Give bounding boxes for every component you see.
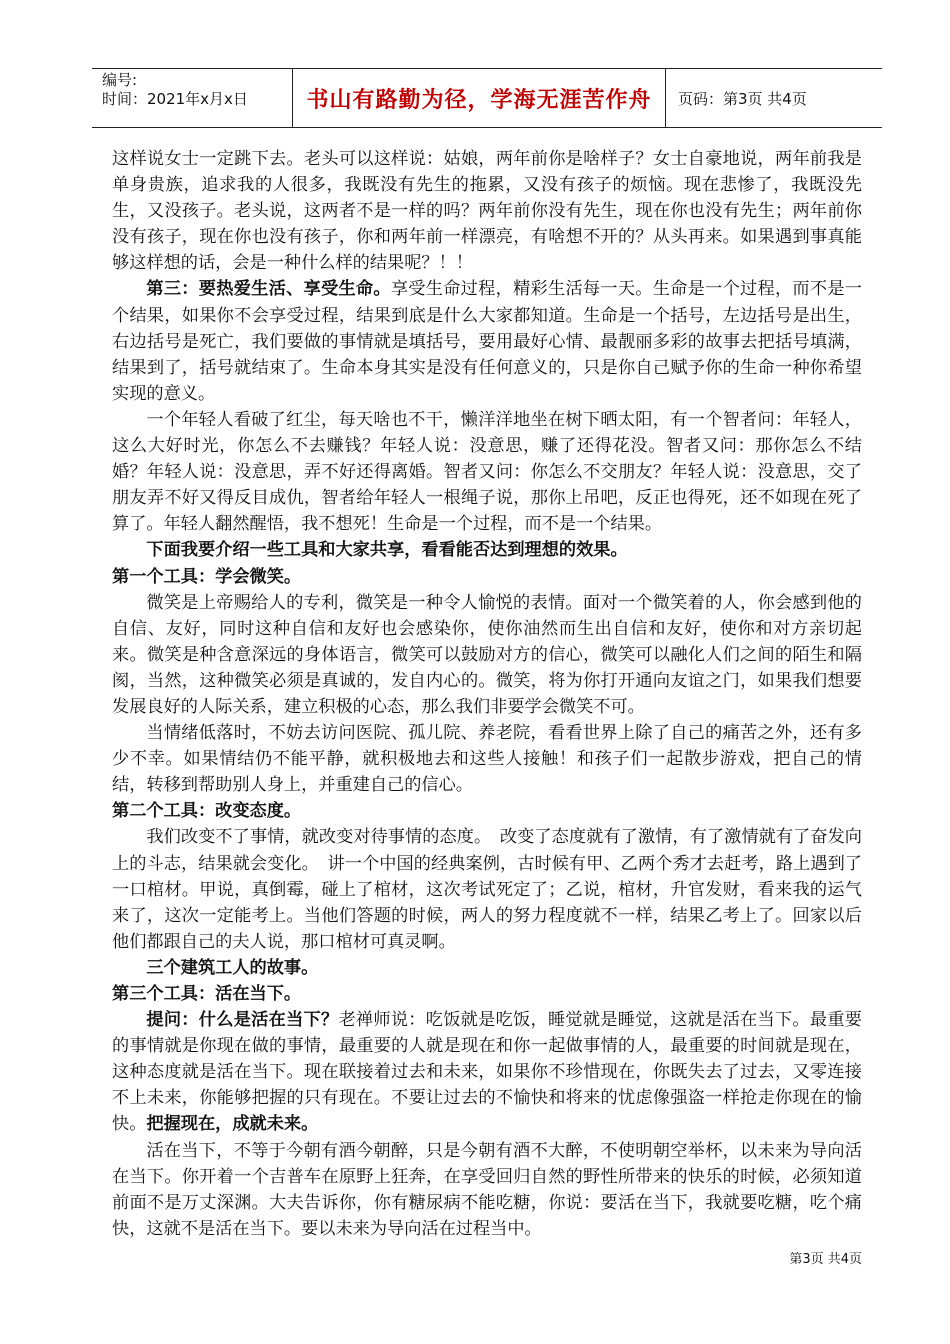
header-motto-cell (293, 69, 666, 127)
paragraph: 这样说女士一定跳下去。老头可以这样说：姑娘，两年前你是啥样子？女士自豪地说，两年前我是单身贵族，追求我的人很多，我既没有先生的拖累，又没有孩子的烦恼。现在悲惨了，我既没先生，又没孩子。老头说，这两者不是一样的吗？两年前你没有先生，现在你也没有先生；两年前你没有孩子，现在你也没有孩子，你和两年前一样漂亮，有啥想不开的？从头再来。如果遇到事真能够这样想的话，会是一种什么样的结果呢？！！ (112, 149, 862, 274)
number-label: 编号: (102, 71, 138, 89)
header-page-label: 页码：第3页 共4页 (678, 89, 807, 108)
tool-heading-2: 第二个工具：改变态度。 (112, 801, 302, 822)
paragraph (112, 1007, 862, 1137)
story-heading: 三个建筑工人的故事。 (146, 957, 319, 978)
paragraph: 当情绪低落时，不妨去访问医院、孤儿院、养老院，看看世界上除了自己的痛苦之外，还有多少不幸。如果情结仍不能平静，就积极地去和这些人接触！和孩子们一起散步游戏，把自己的情结，转移到帮助别人身上，并重建自己的信心。 (112, 723, 862, 796)
paragraph: 微笑是上帝赐给人的专利，微笑是一种令人愉悦的表情。面对一个微笑着的人，你会感到他的自信、友好，同时这种自信和友好也会感染你，使你油然而生出自信和友好，使你和对方亲切起来。微笑是种含意深远的身体语言，微笑可以鼓励对方的信心，微笑可以融化人们之间的陌生和隔阂，当然，这种微笑必须是真诚的，发自内心的。微笑，将为你打开通向友谊之门，如果我们想要发展良好的人际关系，建立积极的心态，那么我们非要学会微笑不可。 (112, 592, 862, 717)
section-title: 第三：要热爱生活、享受生命。 (146, 279, 391, 300)
paragraph-text: 享受生命过程，精彩生活每一天。生命是一个过程，而不是一个结果，如果你不会享受过程，结果到底是什么大家都知道。生命是一个括号，左边括号是出生，右边括号是死亡，我们要做的事情就是填括号，要用最好心情、最靓丽多彩的故事去把括号填满，结果到了，括号就结束了。生命本身其实是没有任何意义的，只是你自己赋予你的生命一种你希望实现的意义。 (112, 279, 862, 404)
intro-heading: 下面我要介绍一些工具和大家共享，看看能否达到理想的效果。 (146, 540, 628, 561)
paragraph: 我们改变不了事情，就改变对待事情的态度。 改变了态度就有了激情，有了激情就有了奋发向上的斗志，结果就会变化。 讲一个中国的经典案例，古时候有甲、乙两个秀才去赶考，路上遇到了一口棺材。甲说，真倒霉，碰上了棺材，这次考试死定了；乙说，棺材，升官发财，看来我的运气来了，这次一定能考上。当他们答题的时候，两人的努力程度就不一样，结果乙考上了。回家以后他们都跟自己的夫人说，那口棺材可真灵啊。 (112, 827, 862, 952)
question-label: 提问：什么是活在当下？ (146, 1010, 339, 1031)
time-label: 时间：2021年x月x日 (102, 90, 248, 108)
header-meta (92, 69, 293, 127)
page-header (92, 68, 882, 128)
paragraph: 一个年轻人看破了红尘，每天啥也不干，懒洋洋地坐在树下晒太阳，有一个智者问：年轻人，这么大好时光，你怎么不去赚钱？年轻人说：没意思，赚了还得花没。智者又问：那你怎么不结婚？年轻人说：没意思，弄不好还得离婚。智者又问：你怎么不交朋友？年轻人说：没意思，交了朋友弄不好又得反目成仇，智者给年轻人一根绳子说，那你上吊吧，反正也得死，还不如现在死了算了。年轻人翻然醒悟，我不想死！生命是一个过程，而不是一个结果。 (112, 409, 862, 535)
document-body (112, 146, 862, 1242)
paragraph (112, 276, 862, 406)
page-footer: 第3页 共4页 (789, 1252, 862, 1267)
tool-heading-1: 第一个工具：学会微笑。 (112, 566, 302, 587)
paragraph: 活在当下，不等于今朝有酒今朝醉，只是今朝有酒不大醉，不使明朝空举杯，以未来为导向活在当下。你开着一个吉普车在原野上狂奔，在享受回归自然的野性所带来的快乐的时候，必须知道前面不是万丈深渊。大夫告诉你，你有糖尿病不能吃糖，你说：要活在当下，我就要吃糖，吃个痛快，这就不是活在当下。要以未来为导向活在过程当中。 (112, 1140, 862, 1239)
tool-heading-3: 第三个工具：活在当下。 (112, 984, 302, 1004)
emphasis-text: 把握现在，成就未来。 (146, 1114, 319, 1135)
motto: 书山有路勤为径，学海无涯苦作舟 (306, 87, 652, 113)
paragraph-text: 老禅师说：吃饭就是吃饭，睡觉就是睡觉，这就是活在当下。最重要的事情就是你现在做的事情，最重要的人就是现在和你一起做事情的人，最重要的时间就是现在，这种态度就是活在当下。现在联接着过去和未来，如果你不珍惜现在，你既失去了过去，又零连接不上未来，你能够把握的只有现在。不要让过去的不愉快和将来的忧虑像强盗一样抢走你现在的愉快。 (112, 1010, 862, 1135)
